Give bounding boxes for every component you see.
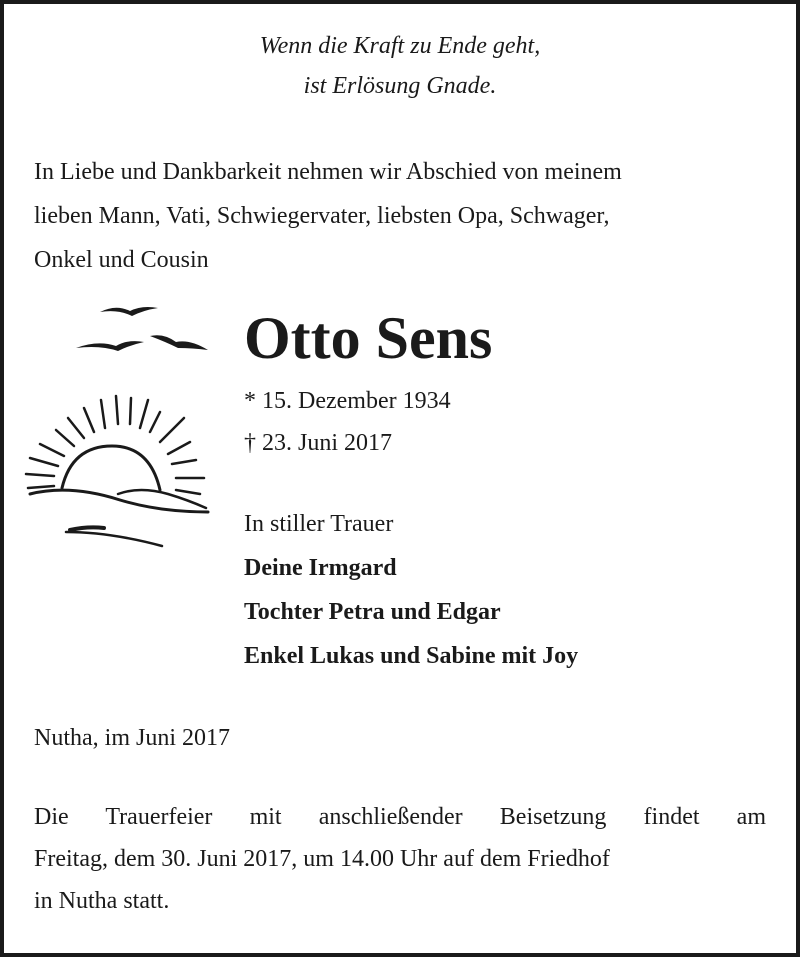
- mourners-block: [244, 502, 578, 678]
- motto-line: Wenn die Kraft zu Ende geht,: [259, 33, 541, 59]
- sun-hills-icon: [30, 446, 208, 546]
- motto-line: ist Erlösung Gnade.: [303, 73, 497, 99]
- intro-line: lieben Mann, Vati, Schwiegervater, liebsten Opa, Schwager,: [34, 203, 610, 229]
- birth-date: * 15. Dezember 1934: [244, 388, 451, 414]
- intro-line: In Liebe und Dankbarkeit nehmen wir Abschied von meinem: [34, 159, 622, 185]
- life-dates: [244, 380, 451, 464]
- funeral-notice: [34, 796, 766, 922]
- mourners-heading: In stiller Trauer: [244, 511, 394, 537]
- mourner-name: Deine Irmgard: [244, 555, 397, 581]
- funeral-line: in Nutha statt.: [34, 888, 170, 914]
- birds-icon: [76, 307, 208, 351]
- funeral-line: Freitag, dem 30. Juni 2017, um 14.00 Uhr auf dem Friedhof: [34, 846, 610, 872]
- birds-sunset-icon: [0, 0, 240, 560]
- deceased-name: Otto Sens: [244, 305, 493, 371]
- place-date: Nutha, im Juni 2017: [34, 725, 230, 751]
- mourner-name: Enkel Lukas und Sabine mit Joy: [244, 643, 579, 669]
- mourner-name: Tochter Petra und Edgar: [244, 599, 501, 625]
- intro-line: Onkel und Cousin: [34, 247, 209, 273]
- funeral-line: Die Trauerfeier mit anschließender Beisetzung findet am: [34, 804, 766, 830]
- death-date: † 23. Juni 2017: [244, 430, 393, 456]
